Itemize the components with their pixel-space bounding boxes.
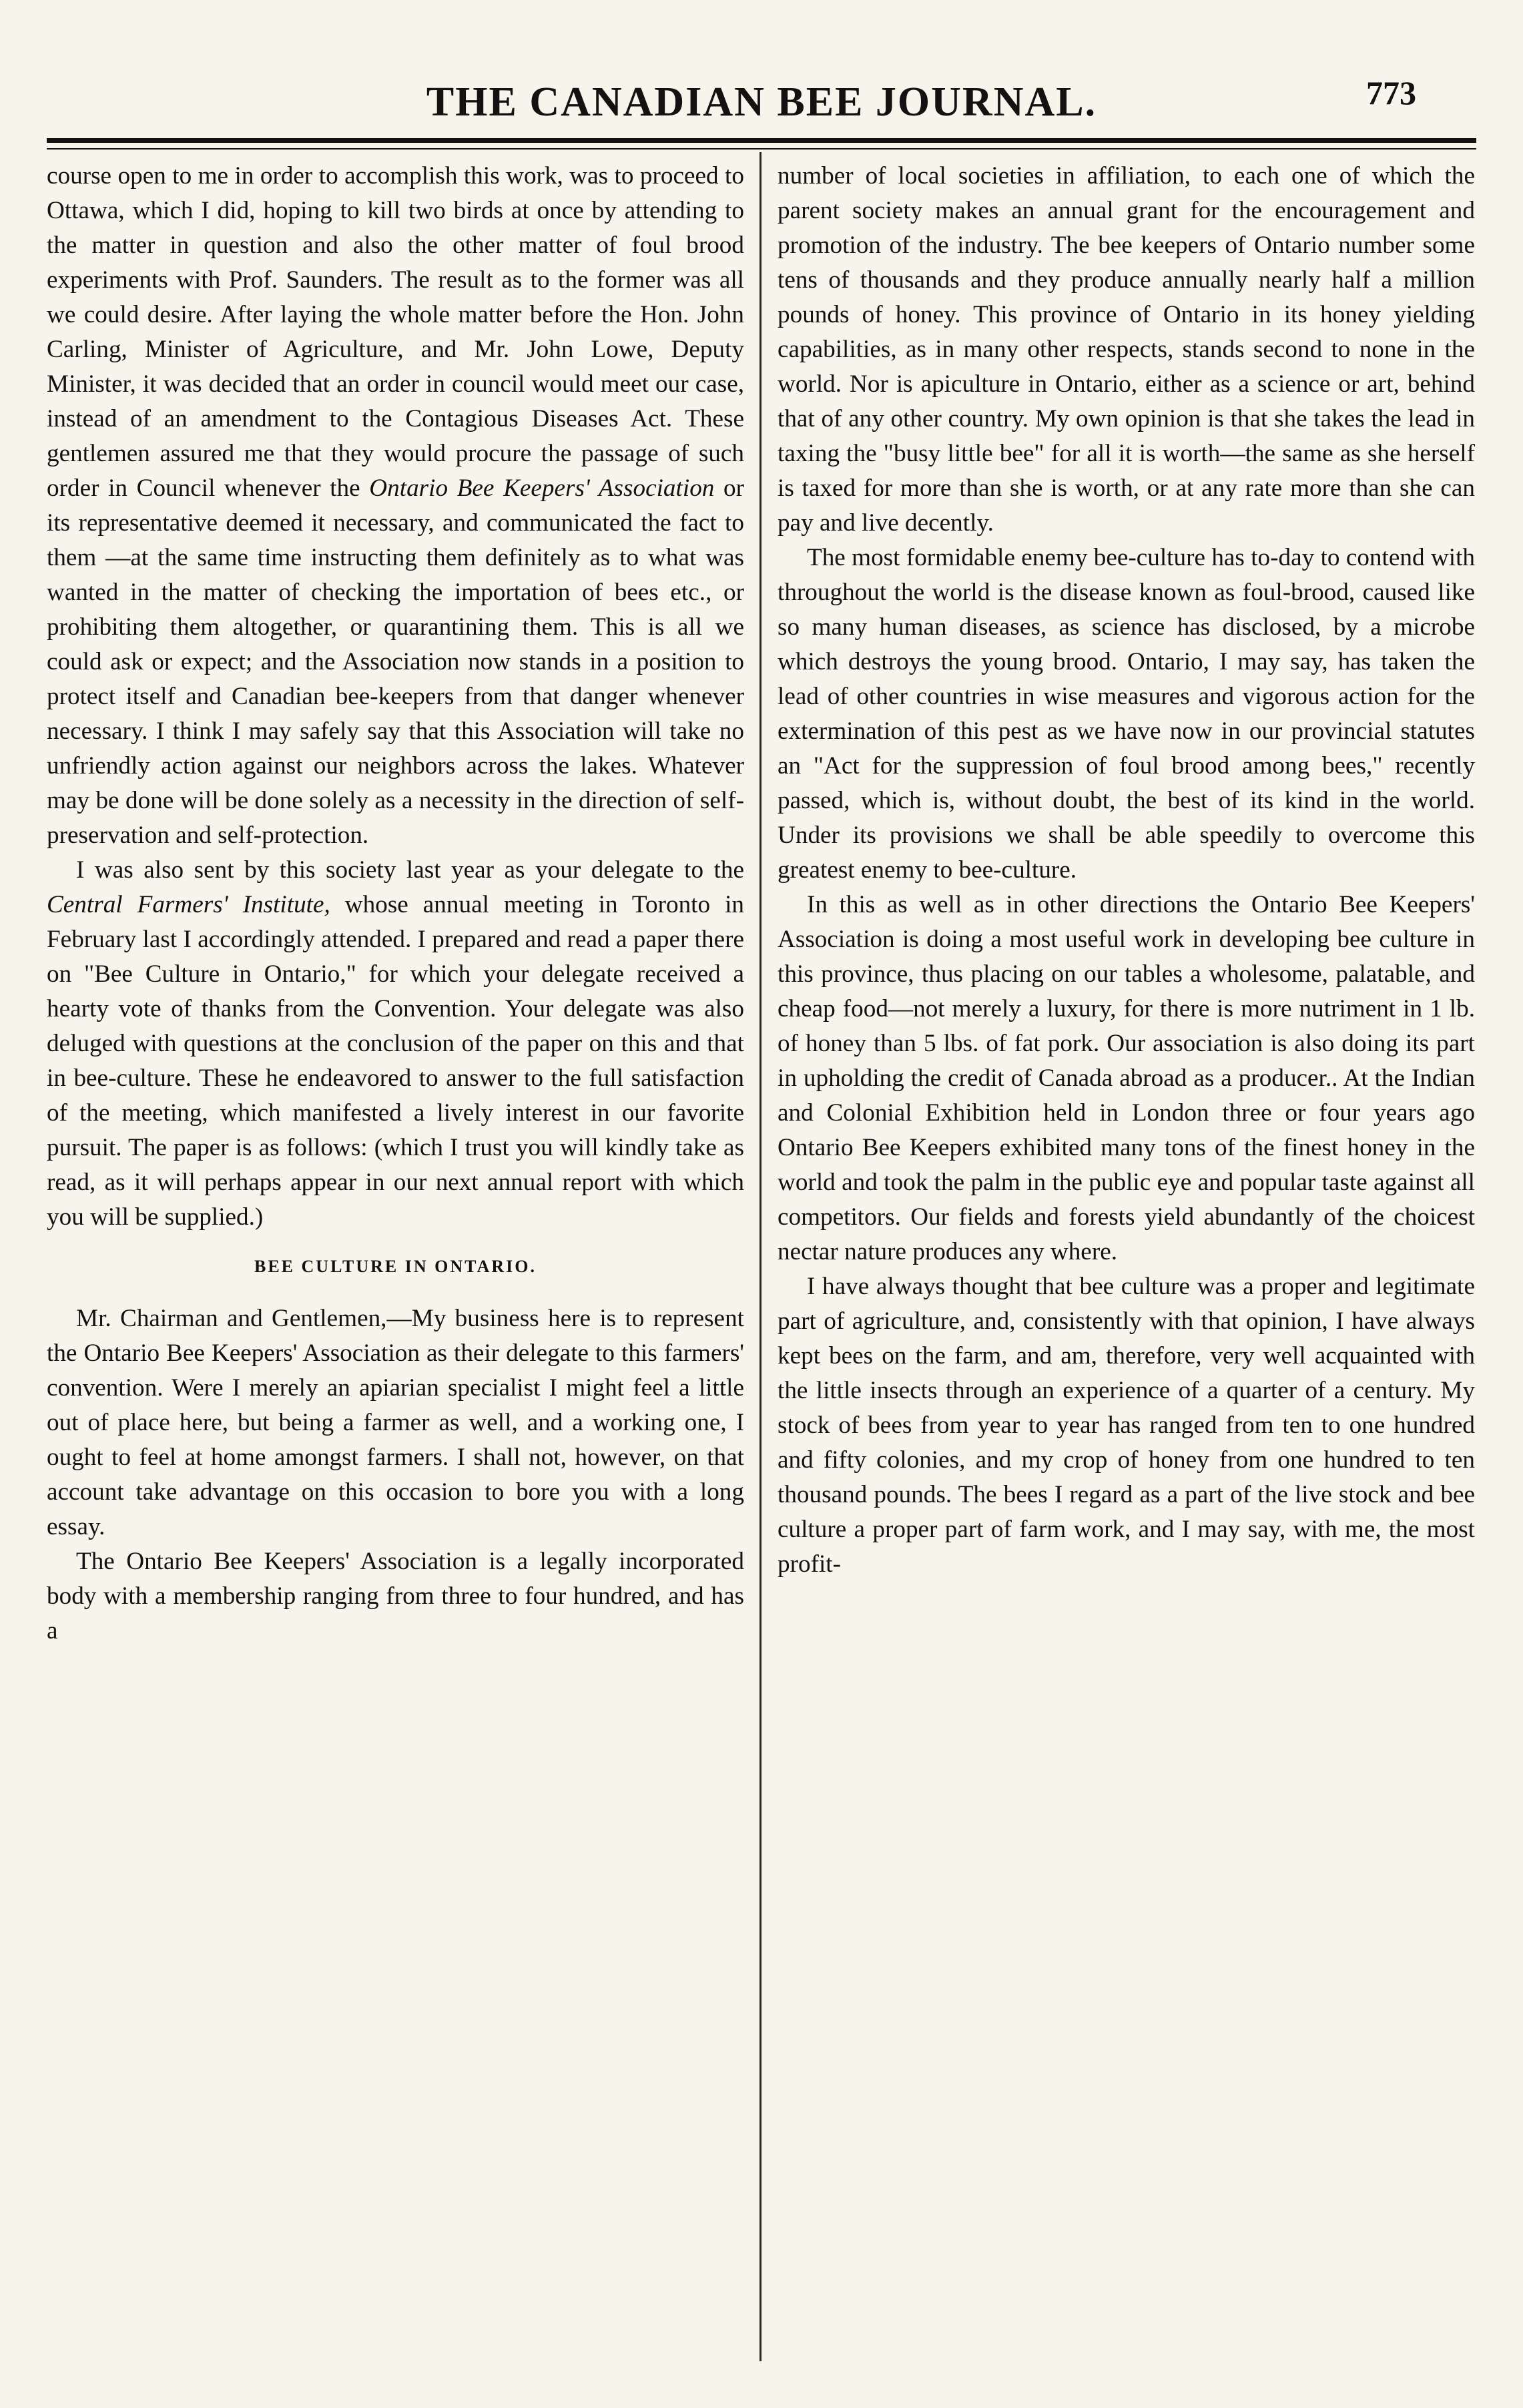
right-column [778, 159, 1475, 1582]
text-run: I was also sent by this society last year as your delegate to the [76, 856, 744, 884]
right-paragraph-4: I have always thought that bee culture was a proper and legitimate part of agriculture, and, consistently with that opinion, I have always kept bees on the farm, and am, therefore, very well acquainted with the little insects through an experience of a quarter of a century. My stock of bees from year to year has ranged from ten to one hundred and fifty colonies, and my crop of honey from one hundred to ten thousand pounds. The bees I regard as a part of the live stock and bee culture a proper part of farm work, and I may say, with me, the most profit- [778, 1273, 1475, 1578]
text-run: or its representative deemed it necessary, and communicated the fact to them —at the same time instructing them definitely as to what was wanted in the matter of checking the importation of bees etc., or prohibiting them altogether, or quarantining them. This is all we could ask or expect; and the Association now stands in a position to protect itself and Canadian bee-keepers from that danger whenever necessary. I think I may safely say that this Association will take no unfriendly action against our neighbors across the lakes. Whatever may be done will be done solely as a necessity in the direction of self-preservation and self-protection. [47, 475, 745, 849]
text-run: course open to me in order to accomplish this work, was to proceed to Ottawa, which I did, hoping to kill two birds at once by attending to the matter in question and also the other matter of foul brood experiments with Prof. Saunders. The result as to the former was all we could desire. After laying the whole matter before the Hon. John Carling, Minister of Agriculture, and Mr. John Lowe, Deputy Minister, it was decided that an order in council would meet our case, instead of an amendment to the Contagious Diseases Act. These gentlemen assured me that they would procure the passage of such order in Council whenever the [47, 162, 744, 502]
page-number: 773 [1366, 74, 1416, 111]
column-divider [759, 152, 762, 2361]
header-rule-thin [47, 148, 1476, 149]
section-heading: BEE CULTURE IN ONTARIO. [254, 1257, 537, 1276]
text-run: whose annual meeting in Toronto in February last I accordingly attended. I prepared and read a paper there on "Bee Culture in Ontario," for which your delegate received a hearty vote of thanks from the Convention. Your delegate was also deluged with questions at the conclusion of the paper on this and that in bee-culture. These he endeavored to answer to the full satisfaction of the meeting, which manifested a lively interest in our favorite pursuit. The paper is as follows: (which I trust you will kindly take as read, as it will perhaps appear in our next annual report with which you will be supplied.) [47, 891, 744, 1231]
right-paragraph-2: The most formidable enemy bee-culture has to-day to contend with throughout the world is the disease known as foul-brood, caused like so many human diseases, as science has disclosed, by a microbe which destroys the young brood. Ontario, I may say, has taken the lead of other countries in wise measures and vigorous action for the extermination of this pest as we have now in our provincial statutes an "Act for the suppression of foul brood among bees," recently passed, which is, without doubt, the best of its kind in the world. Under its provisions we shall be able speedily to overcome this greatest enemy to bee-culture. [778, 544, 1475, 884]
left-column [47, 159, 744, 1648]
italic-text-run: Central Farmers' Institute, [47, 891, 330, 918]
page-header [47, 74, 1476, 132]
left-paragraph-1 [47, 159, 744, 853]
left-paragraph-3: Mr. Chairman and Gentlemen,—My business here is to represent the Ontario Bee Keepers' Association as their delegate to this farmers' convention. Were I merely an apiarian specialist I might feel a little out of place here, but being a farmer as well, and a working one, I ought to feel at home amongst farmers. I shall not, however, on that account take advantage on this occasion to bore you with a long essay. [47, 1305, 744, 1540]
right-paragraph-1: number of local societies in affiliation, to each one of which the parent society makes an annual grant for the encouragement and promotion of the industry. The bee keepers of Ontario number some tens of thousands and they produce annually nearly half a million pounds of honey. This province of Ontario in its honey yielding capabilities, as in many other respects, stands second to none in the world. Nor is apiculture in Ontario, either as a science or art, behind that of any other country. My own opinion is that she takes the lead in taxing the "busy little bee" for all it is worth—the same as she herself is taxed for more than she is worth, or at any rate more than she can pay and live decently. [778, 162, 1475, 537]
italic-text-run: Ontario Bee Keepers' Association [369, 475, 715, 502]
right-paragraph-3: In this as well as in other directions the Ontario Bee Keepers' Association is doing a most useful work in developing bee culture in this province, thus placing on our tables a wholesome, palatable, and cheap food—not merely a luxury, for there is more nutriment in 1 lb. of honey than 5 lbs. of fat pork. Our association is also doing its part in upholding the credit of Canada abroad as a producer.. At the Indian and Colonial Exhibition held in London three or four years ago Ontario Bee Keepers exhibited many tons of the finest honey in the world and took the palm in the public eye and popular taste against all competitors. Our fields and forests yield abundantly of the choicest nectar nature produces any where. [778, 891, 1475, 1265]
header-rule-thick [47, 138, 1476, 143]
left-paragraph-2 [47, 853, 744, 1235]
journal-title: THE CANADIAN BEE JOURNAL. [426, 79, 1097, 125]
left-paragraph-4: The Ontario Bee Keepers' Association is a legally incorporated body with a membership ranging from three to four hundred, and has a [47, 1548, 744, 1644]
